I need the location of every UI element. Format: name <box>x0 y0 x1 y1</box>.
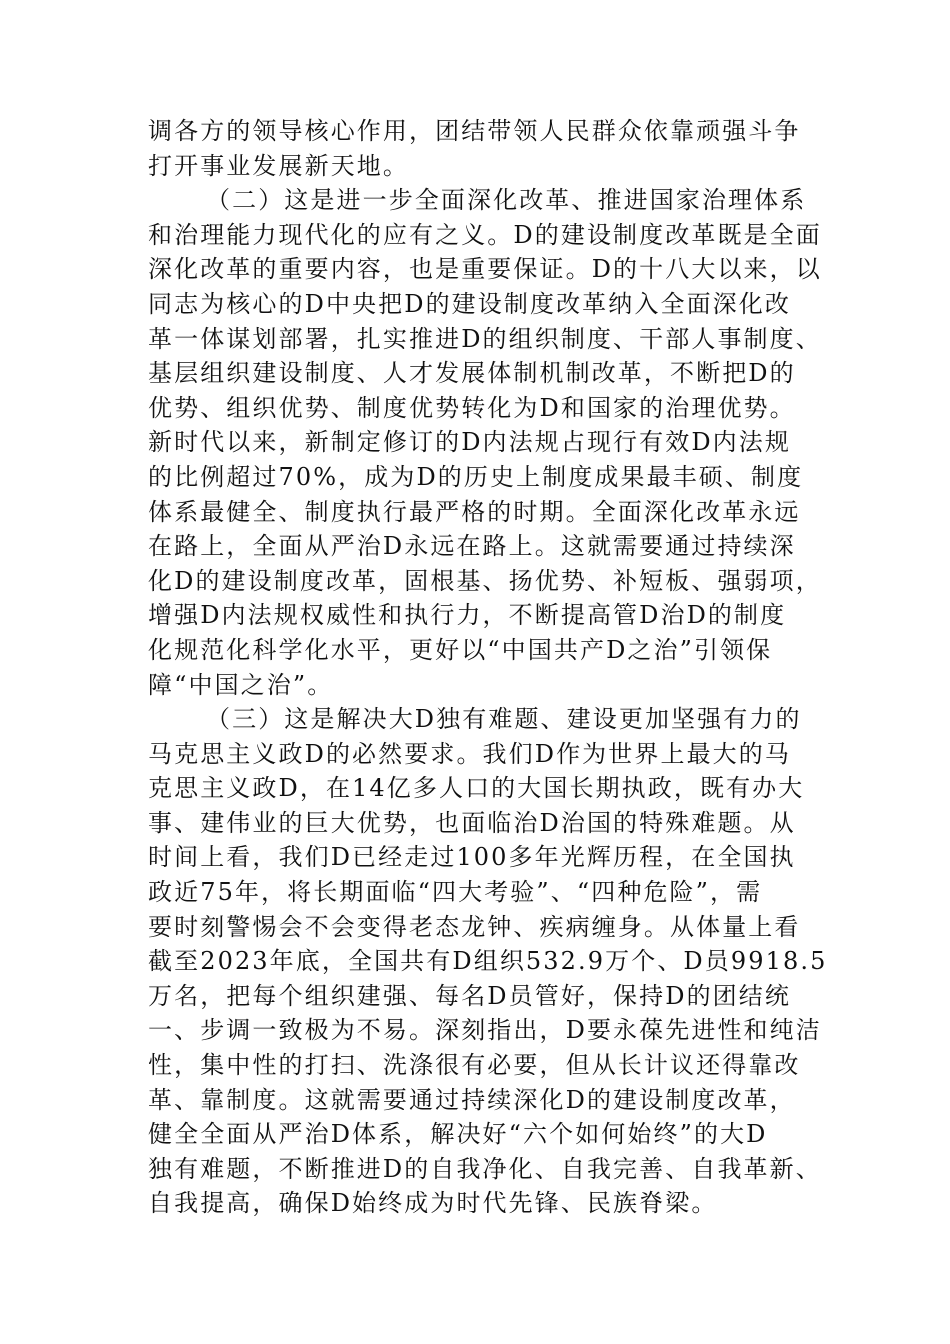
text-line: 马克思主义政D的必然要求。我们D作为世界上最大的马 <box>148 739 791 768</box>
text-line: 基层组织建设制度、人才发展体制机制改革，不断把D的 <box>148 359 796 388</box>
text-line: 新时代以来，新制定修订的D内法规占现行有效D内法规 <box>148 428 791 457</box>
text-line: 在路上，全面从严治D永远在路上。这就需要通过持续深 <box>148 532 796 561</box>
text-line: 万名，把每个组织建强、每名D员管好，保持D的团结统 <box>148 981 791 1010</box>
text-line: 和治理能力现代化的应有之义。D的建设制度改革既是全面 <box>148 220 822 249</box>
text-line: 优势、组织优势、制度优势转化为D和国家的治理优势。 <box>148 393 796 422</box>
text-line: 的比例超过70%，成为D的历史上制度成果最丰硕、制度 <box>148 462 804 491</box>
paragraph-first-line: （三）这是解决大D独有难题、建设更加坚强有力的 <box>206 705 802 734</box>
text-line: 克思主义政D，在14亿多人口的大国长期执政，既有办大 <box>148 774 805 803</box>
body-text <box>148 114 828 1221</box>
text-line: 体系最健全、制度执行最严格的时期。全面深化改革永远 <box>148 497 801 526</box>
text-line: 截至2023年底，全国共有D组织532.9万个、D员9918.5 <box>148 947 828 976</box>
text-line: 障“中国之治”。 <box>148 670 334 699</box>
text-line: 打开事业发展新天地。 <box>148 151 409 180</box>
text-line: 革、靠制度。这就需要通过持续深化D的建设制度改革， <box>148 1085 796 1114</box>
text-line: 独有难题，不断推进D的自我净化、自我完善、自我革新、 <box>148 1154 822 1183</box>
text-line: 政近75年，将长期面临“四大考验”、“四种危险”，需 <box>148 878 763 907</box>
text-line: 要时刻警惕会不会变得老态龙钟、疾病缠身。从体量上看 <box>148 912 801 941</box>
text-line: 同志为核心的D中央把D的建设制度改革纳入全面深化改 <box>148 289 791 318</box>
text-line: 革一体谋划部署，扎实推进D的组织制度、干部人事制度、 <box>148 324 822 353</box>
text-line: 增强D内法规权威性和执行力，不断提高管D治D的制度 <box>148 601 787 630</box>
text-line: 化D的建设制度改革，固根基、扬优势、补短板、强弱项， <box>148 566 822 595</box>
text-line: 深化改革的重要内容，也是重要保证。D的十八大以来，以 <box>148 255 822 284</box>
text-line: 性，集中性的打扫、洗涤很有必要，但从长计议还得靠改 <box>148 1051 801 1080</box>
text-line: 调各方的领导核心作用，团结带领人民群众依靠顽强斗争 <box>148 117 801 145</box>
text-line: 自我提高，确保D始终成为时代先锋、民族脊梁。 <box>148 1189 718 1218</box>
text-line: 一、步调一致极为不易。深刻指出，D要永葆先进性和纯洁 <box>148 1016 822 1045</box>
text-line: 化规范化科学化水平，更好以“中国共产D之治”引领保 <box>148 635 773 664</box>
text-line: 事、建伟业的巨大优势，也面临治D治国的特殊难题。从 <box>148 808 796 837</box>
text-line: 时间上看，我们D已经走过100多年光辉历程，在全国执 <box>148 843 796 872</box>
paragraph-first-line: （二）这是进一步全面深化改革、推进国家治理体系 <box>206 186 807 215</box>
text-line: 健全全面从严治D体系，解决好“六个如何始终”的大D <box>148 1120 768 1149</box>
